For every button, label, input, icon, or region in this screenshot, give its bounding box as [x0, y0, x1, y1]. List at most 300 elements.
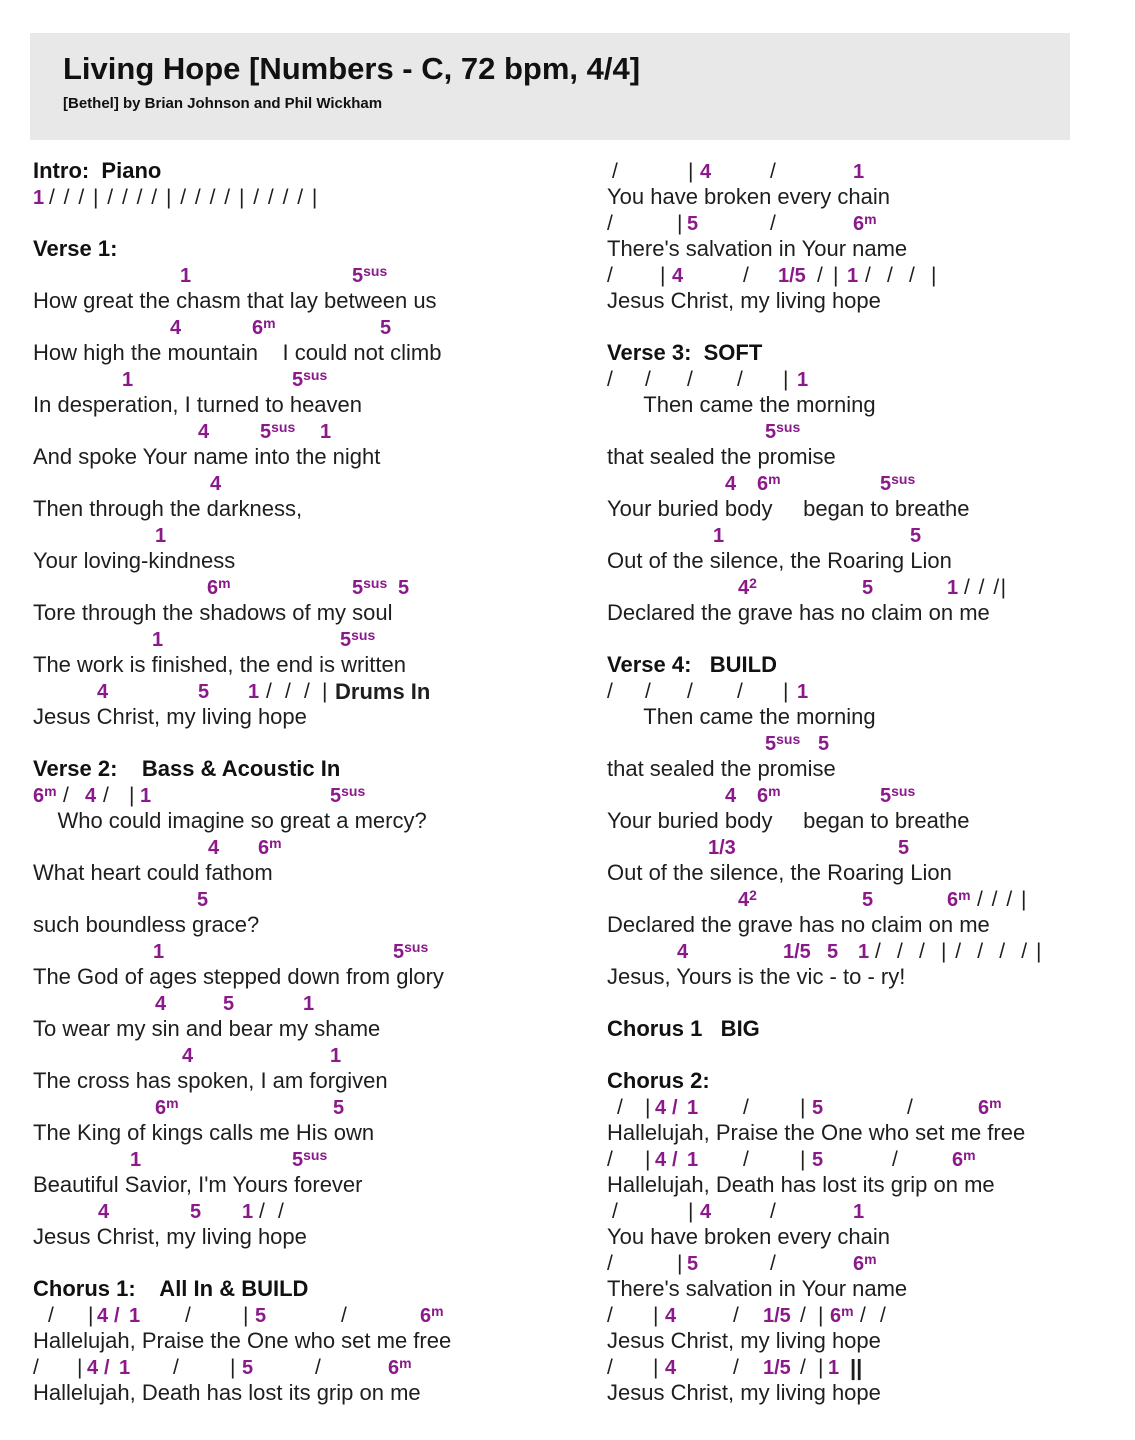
chord-line	[33, 1042, 607, 1068]
chord-token: 1	[853, 161, 865, 183]
chord-token: 1	[828, 1357, 840, 1379]
chord-line	[607, 886, 1135, 912]
beat-token: |	[77, 1356, 84, 1379]
chord-token: 4	[655, 1149, 667, 1171]
chord-token: 6$^m$	[978, 1095, 1002, 1119]
cue-token: Drums In	[335, 679, 431, 704]
beat-token: |	[653, 1304, 660, 1327]
chord-superscript: sus	[341, 783, 366, 799]
chord-line	[33, 782, 607, 808]
chord-superscript: sus	[351, 627, 376, 643]
chord-token: $5^{sus}$	[292, 1147, 328, 1171]
chord-line	[33, 938, 607, 964]
chord-line	[607, 1198, 1135, 1224]
section-chorus-2	[607, 1068, 1135, 1406]
lyric-line: Hallelujah, Praise the One who set me free	[607, 1120, 1026, 1145]
chord-token: $5^{sus}$	[352, 575, 388, 599]
lyric-line: Then came the morning	[607, 392, 876, 417]
chord-token: 5	[333, 1097, 345, 1119]
chord-superscript: sus	[891, 783, 916, 799]
chord-token: 1	[155, 525, 167, 547]
section-verse-4	[607, 652, 1135, 990]
lyric-line: How great the chasm that lay between us	[33, 288, 437, 313]
chord-token: 6$^m$	[830, 1303, 854, 1327]
title-banner	[30, 33, 1070, 140]
chord-token: $5^{sus}$	[765, 419, 801, 443]
chord-token: 1/5	[778, 265, 806, 287]
lyric-line: The work is finished, the end is written	[33, 652, 406, 677]
chord-token: 5	[827, 941, 839, 963]
chord-token: $5^{sus}$	[330, 783, 366, 807]
chord-line	[607, 574, 1135, 600]
chord-token: 1	[687, 1097, 699, 1119]
chord-token: 1	[152, 629, 164, 651]
chord-line	[33, 314, 607, 340]
chord-token: 1	[153, 941, 165, 963]
chord-token: 1	[140, 785, 152, 807]
chord-token: 1	[853, 1201, 865, 1223]
lyric-line: You have broken every chain	[607, 184, 890, 209]
chord-token: 4	[98, 1201, 110, 1223]
lyric-line: Hallelujah, Death has lost its grip on me	[33, 1380, 421, 1405]
chord-line	[33, 574, 607, 600]
chord-superscript: m	[958, 887, 971, 903]
chord-token: 1	[330, 1045, 342, 1067]
chord-token: 5	[818, 733, 830, 755]
beat-token: /	[770, 1200, 778, 1223]
chord-token: $4^2$	[738, 887, 757, 911]
chord-token: 5	[910, 525, 922, 547]
beat-token: /	[743, 264, 751, 287]
chord-line	[33, 418, 607, 444]
chord-token: 1	[130, 1149, 142, 1171]
lyric-line: Jesus Christ, my living hope	[607, 1328, 881, 1353]
chord-token: 4	[182, 1045, 194, 1067]
chord-superscript: m	[399, 1355, 412, 1371]
chord-token: $5^{sus}$	[340, 627, 376, 651]
chord-token: 6$^m$	[155, 1095, 179, 1119]
beat-token: /	[860, 1304, 868, 1327]
chord-superscript: m	[963, 1147, 976, 1163]
beat-token: /	[607, 1148, 615, 1171]
beat-token: |	[818, 1304, 825, 1327]
beat-token: /	[607, 1252, 615, 1275]
chord-token: 4	[97, 681, 109, 703]
beat-token: |	[243, 1304, 250, 1327]
chord-superscript: sus	[891, 471, 916, 487]
beat-token: /	[733, 1356, 741, 1379]
chord-token: 5	[862, 889, 874, 911]
beat-token: /	[743, 1148, 751, 1171]
beat-token: /	[607, 1356, 615, 1379]
chord-line	[33, 1094, 607, 1120]
beat-token: |	[88, 1304, 95, 1327]
lyric-line: And spoke Your name into the night	[33, 444, 381, 469]
chord-token: $5^{sus}$	[292, 367, 328, 391]
chord-superscript: sus	[404, 939, 429, 955]
chord-token: 1	[687, 1149, 699, 1171]
chord-line	[33, 626, 607, 652]
chord-line	[33, 470, 607, 496]
chord-superscript: sus	[776, 731, 801, 747]
chord-superscript: 2	[749, 575, 757, 591]
chord-superscript: m	[166, 1095, 179, 1111]
chord-token: 1/5	[763, 1357, 791, 1379]
chord-line	[33, 1146, 607, 1172]
chord-line	[607, 418, 1135, 444]
chord-token: 6$^m$	[207, 575, 231, 599]
lyric-line: Hallelujah, Praise the One who set me free	[33, 1328, 452, 1353]
chord-token: 5	[862, 577, 874, 599]
lyric-line: Jesus Christ, my living hope	[607, 1380, 881, 1405]
beat-token: /	[907, 1096, 915, 1119]
lyric-line: Declared the grave has no claim on me	[607, 600, 990, 625]
page-subtitle: [Bethel] by Brian Johnson and Phil Wickham	[63, 95, 383, 112]
chord-token: $5^{sus}$	[880, 783, 916, 807]
beat-token: / / / |	[977, 888, 1028, 911]
lyric-line: The cross has spoken, I am forgiven	[33, 1068, 388, 1093]
beat-token: |	[800, 1148, 807, 1171]
chord-token: $5^{sus}$	[880, 471, 916, 495]
section-chorus-1	[33, 1276, 607, 1406]
chord-line	[607, 158, 1135, 184]
beat-token: / / / |	[865, 264, 938, 287]
lyric-line: You have broken every chain	[607, 1224, 890, 1249]
chord-token: 1	[248, 681, 260, 703]
chord-line	[33, 1354, 607, 1380]
chord-superscript: m	[431, 1303, 444, 1319]
chord-token: 4	[725, 473, 737, 495]
chord-token: 1	[797, 681, 809, 703]
beat-token: /	[733, 1304, 741, 1327]
lyric-line: Out of the silence, the Roaring Lion	[607, 548, 952, 573]
beat-token: |	[660, 264, 667, 287]
chord-token: 5	[197, 889, 209, 911]
beat-token: |	[818, 1356, 825, 1379]
beat-token: /	[607, 1304, 615, 1327]
section-header: Intro: Piano	[33, 158, 162, 183]
chord-token: 1	[33, 187, 45, 209]
beat-token: /	[63, 784, 71, 807]
beat-token: /	[173, 1356, 181, 1379]
chord-line	[607, 1302, 1135, 1328]
lyric-line: To wear my sin and bear my shame	[33, 1016, 381, 1041]
lyric-line: The King of kings calls me His own	[33, 1120, 375, 1145]
beat-token: /	[770, 1252, 778, 1275]
chord-token: 4	[210, 473, 222, 495]
chord-line	[607, 522, 1135, 548]
chord-superscript: sus	[363, 575, 388, 591]
chord-superscript: sus	[271, 419, 296, 435]
chord-line	[33, 522, 607, 548]
section-intro	[33, 158, 607, 210]
beat-token: /	[645, 368, 653, 391]
beat-token: |	[677, 212, 684, 235]
lyric-line: that sealed the promise	[607, 756, 836, 781]
chord-token: 4	[155, 993, 167, 1015]
chord-line	[33, 1198, 607, 1224]
chord-superscript: m	[263, 315, 276, 331]
beat-token: /	[607, 368, 615, 391]
beat-token: |	[783, 368, 790, 391]
chord-token: 1	[858, 941, 870, 963]
lyric-line: Beautiful Savior, I'm Yours forever	[33, 1172, 363, 1197]
chord-token: 4	[655, 1097, 667, 1119]
beat-token: /	[185, 1304, 193, 1327]
chord-token: $4^2$	[738, 575, 757, 599]
lyric-line: Jesus Christ, my living hope	[33, 1224, 307, 1249]
chord-superscript: sus	[363, 263, 388, 279]
chord-token: 6$^m$	[258, 835, 282, 859]
chord-token: 4	[665, 1305, 677, 1327]
lyric-line: Out of the silence, the Roaring Lion	[607, 860, 952, 885]
lyric-line: Hallelujah, Death has lost its grip on me	[607, 1172, 995, 1197]
beat-token: /	[617, 1096, 625, 1119]
chord-token: 6$^m$	[420, 1303, 444, 1327]
chord-superscript: sus	[303, 367, 328, 383]
chord-token: /	[672, 1149, 678, 1171]
beat-token: /	[800, 1356, 808, 1379]
beat-token: /	[892, 1148, 900, 1171]
beat-token: / / / | / / / / |	[875, 940, 1043, 963]
lyric-line: What heart could fathom	[33, 860, 273, 885]
section-verse-3	[607, 340, 1135, 626]
chord-line	[33, 834, 607, 860]
chord-line	[33, 184, 607, 210]
chord-token: 4	[198, 421, 210, 443]
chord-line	[607, 1146, 1135, 1172]
beat-token: /	[645, 680, 653, 703]
beat-token: /	[607, 680, 615, 703]
beat-token: |	[833, 264, 840, 287]
beat-token: |	[677, 1252, 684, 1275]
beat-token: |	[230, 1356, 237, 1379]
chord-superscript: 2	[749, 887, 757, 903]
section-header: Verse 4: BUILD	[607, 652, 777, 677]
chord-token: 4	[97, 1305, 109, 1327]
chord-line	[607, 938, 1135, 964]
beat-token: /	[687, 368, 695, 391]
beat-token: /	[266, 680, 274, 703]
chord-token: 1	[242, 1201, 254, 1223]
chord-token: 5	[898, 837, 910, 859]
section-header: Verse 2: Bass & Acoustic In	[33, 756, 341, 781]
chord-token: 5	[242, 1357, 254, 1379]
chord-token: 1/5	[783, 941, 811, 963]
lyric-line: Jesus Christ, my living hope	[33, 704, 307, 729]
cue-token: ||	[850, 1355, 863, 1380]
chord-line	[33, 678, 607, 704]
chord-token: 1	[947, 577, 959, 599]
chord-token: 1	[180, 265, 192, 287]
beat-token: |	[645, 1096, 652, 1119]
chord-superscript: m	[768, 783, 781, 799]
section-header: Verse 3: SOFT	[607, 340, 763, 365]
chord-token: 6$^m$	[757, 471, 781, 495]
beat-token: /	[770, 160, 778, 183]
beat-token: |	[800, 1096, 807, 1119]
lyric-line: There's salvation in Your name	[607, 236, 908, 261]
chord-line	[33, 886, 607, 912]
beat-token: /	[285, 680, 293, 703]
chord-line	[607, 1250, 1135, 1276]
chord-token: 1/3	[708, 837, 736, 859]
lyric-line: Your buried body began to breathe	[607, 496, 970, 521]
beat-token: /	[737, 680, 745, 703]
chord-token: 1/5	[763, 1305, 791, 1327]
chord-token: 5	[687, 213, 699, 235]
beat-token: /	[743, 1096, 751, 1119]
chord-line	[33, 990, 607, 1016]
chord-token: 5	[398, 577, 410, 599]
beat-token: /	[687, 680, 695, 703]
beat-token: |	[129, 784, 136, 807]
chord-line	[607, 262, 1135, 288]
lyric-line: that sealed the promise	[607, 444, 836, 469]
lyric-line: How high the mountain I could not climb	[33, 340, 442, 365]
chord-token: 6$^m$	[853, 1251, 877, 1275]
column-left	[33, 158, 607, 1432]
chord-line	[33, 262, 607, 288]
chord-line	[607, 678, 1135, 704]
chord-token: 1	[119, 1357, 131, 1379]
chord-token: 5	[380, 317, 392, 339]
beat-token: |	[688, 1200, 695, 1223]
chord-token: 4	[665, 1357, 677, 1379]
chord-superscript: sus	[776, 419, 801, 435]
chord-token: 6$^m$	[853, 211, 877, 235]
beat-token: /	[607, 264, 615, 287]
chord-token: 4	[85, 785, 97, 807]
chord-superscript: sus	[303, 1147, 328, 1163]
section-header: Chorus 1: All In & BUILD	[33, 1276, 309, 1301]
lyric-line: The God of ages stepped down from glory	[33, 964, 444, 989]
chord-token: 1	[847, 265, 859, 287]
beat-token: |	[653, 1356, 660, 1379]
section-verse-2	[33, 756, 607, 1250]
beat-token: |	[645, 1148, 652, 1171]
chord-token: 6$^m$	[33, 783, 57, 807]
chord-line	[607, 730, 1135, 756]
chord-token: 1	[320, 421, 332, 443]
page-title: Living Hope [Numbers - C, 72 bpm, 4/4]	[63, 51, 641, 86]
lyric-line: such boundless grace?	[33, 912, 260, 937]
chord-token: 4	[677, 941, 689, 963]
beat-token: / / / | / / / / | / / / / | / / / / |	[49, 186, 319, 209]
beat-token: /	[48, 1304, 56, 1327]
beat-token: /	[607, 212, 615, 235]
chord-token: $5^{sus}$	[352, 263, 388, 287]
chord-token: 1	[129, 1305, 141, 1327]
chord-superscript: m	[864, 1251, 877, 1267]
beat-token: /	[817, 264, 825, 287]
chord-token: /	[114, 1305, 120, 1327]
beat-token: /	[880, 1304, 888, 1327]
chord-line	[33, 366, 607, 392]
beat-token: / / /|	[964, 576, 1008, 599]
chord-superscript: m	[864, 211, 877, 227]
section-verse-1	[33, 236, 607, 730]
section-header: Verse 1:	[33, 236, 118, 261]
lyric-line: In desperation, I turned to heaven	[33, 392, 363, 417]
lyric-line: Jesus, Yours is the vic - to - ry!	[607, 964, 906, 989]
section-chorus-1-big	[607, 1016, 1135, 1042]
beat-token: /	[737, 368, 745, 391]
beat-token: /	[304, 680, 312, 703]
chord-line	[607, 834, 1135, 860]
chord-token: /	[104, 1357, 110, 1379]
chord-token: 5	[190, 1201, 202, 1223]
chord-token: 4	[170, 317, 182, 339]
beat-token: /	[770, 212, 778, 235]
chord-token: 1	[303, 993, 315, 1015]
lyric-line: Your loving-kindness	[33, 548, 236, 573]
chord-token: 1	[713, 525, 725, 547]
chord-token: 5	[255, 1305, 267, 1327]
chord-token: 6$^m$	[388, 1355, 412, 1379]
beat-token: /	[315, 1356, 323, 1379]
chord-token: 6$^m$	[252, 315, 276, 339]
lyric-line: Your buried body began to breathe	[607, 808, 970, 833]
lyric-line: Jesus Christ, my living hope	[607, 288, 881, 313]
chord-token: /	[672, 1097, 678, 1119]
lyric-line: There's salvation in Your name	[607, 1276, 908, 1301]
chord-token: 5	[687, 1253, 699, 1275]
beat-token: /	[612, 1200, 620, 1223]
chord-token: 4	[700, 1201, 712, 1223]
chord-token: 1	[797, 369, 809, 391]
chord-line	[607, 1354, 1135, 1380]
chord-token: 6$^m$	[952, 1147, 976, 1171]
beat-token: /	[278, 1200, 286, 1223]
chord-token: 4	[725, 785, 737, 807]
chord-token: 5	[812, 1149, 824, 1171]
chord-superscript: m	[841, 1303, 854, 1319]
beat-token: /	[612, 160, 620, 183]
chord-token: 5	[198, 681, 210, 703]
chord-line	[607, 366, 1135, 392]
beat-token: /	[103, 784, 111, 807]
beat-token: |	[783, 680, 790, 703]
chord-token: 6$^m$	[757, 783, 781, 807]
chord-line	[607, 210, 1135, 236]
chord-token: 4	[208, 837, 220, 859]
chord-superscript: m	[44, 783, 57, 799]
beat-token: /	[259, 1200, 267, 1223]
chord-token: $5^{sus}$	[765, 731, 801, 755]
beat-token: |	[322, 680, 329, 703]
lyric-line: Then through the darkness,	[33, 496, 303, 521]
section-chorus-1-continued	[607, 158, 1135, 314]
chord-token: $5^{sus}$	[393, 939, 429, 963]
chord-superscript: m	[218, 575, 231, 591]
beat-token: /	[33, 1356, 41, 1379]
lyric-line: Then came the morning	[607, 704, 876, 729]
chord-superscript: m	[269, 835, 282, 851]
lyric-line: Tore through the shadows of my soul	[33, 600, 393, 625]
section-header: Chorus 2:	[607, 1068, 710, 1093]
chord-superscript: m	[989, 1095, 1002, 1111]
chord-superscript: m	[768, 471, 781, 487]
chord-line	[33, 1302, 607, 1328]
chord-token: 4	[87, 1357, 99, 1379]
lyric-line: Declared the grave has no claim on me	[607, 912, 990, 937]
column-right	[607, 158, 1135, 1432]
chord-token: 1	[122, 369, 134, 391]
chord-token: $5^{sus}$	[260, 419, 296, 443]
chord-token: 4	[672, 265, 684, 287]
chord-line	[607, 782, 1135, 808]
